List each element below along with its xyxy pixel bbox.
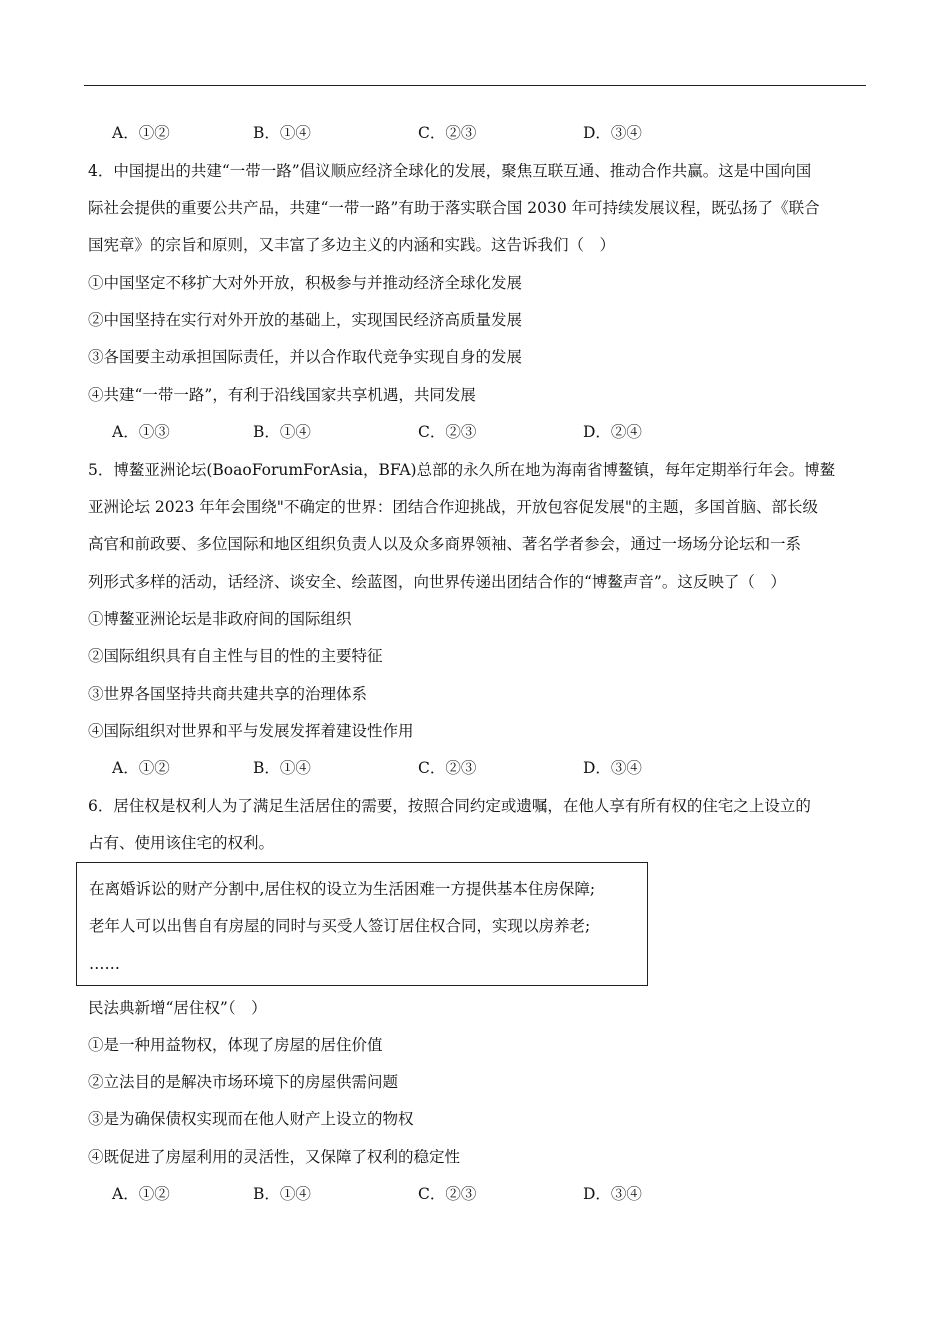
q6-box-line-1: 在离婚诉讼的财产分割中,居住权的设立为生活困难一方提供基本住房保障; bbox=[89, 880, 596, 898]
q6-option-a[interactable]: A．①② bbox=[112, 1185, 170, 1203]
q3-options bbox=[112, 123, 812, 143]
q3-option-d[interactable]: D．③④ bbox=[583, 124, 642, 142]
q6-statement-2: ②立法目的是解决市场环境下的房屋供需问题 bbox=[88, 1073, 399, 1091]
q6-stem-line-1: 6．居住权是权利人为了满足生活居住的需要，按照合同约定或遗嘱，在他人享有所有权的住宅之上设立的 bbox=[88, 797, 811, 815]
q4-options bbox=[112, 422, 812, 442]
q6-option-c[interactable]: C．②③ bbox=[418, 1185, 477, 1203]
q6-stem-line-2: 占有、使用该住宅的权利。 bbox=[88, 834, 275, 852]
q5-statement-1: ①博鳌亚洲论坛是非政府间的国际组织 bbox=[88, 610, 352, 628]
q5-stem-line-3: 高官和前政要、多位国际和地区组织负责人以及众多商界领袖、著名学者参会，通过一场场分论坛和一系 bbox=[88, 535, 802, 553]
q6-options bbox=[112, 1184, 812, 1204]
q3-option-c[interactable]: C．②③ bbox=[418, 124, 477, 142]
q5-statement-4: ④国际组织对世界和平与发展发挥着建设性作用 bbox=[88, 722, 414, 740]
q4-option-b[interactable]: B．①④ bbox=[253, 423, 311, 441]
q6-box-line-3: …… bbox=[89, 955, 120, 973]
q3-option-b[interactable]: B．①④ bbox=[253, 124, 311, 142]
q4-statement-2: ②中国坚持在实行对外开放的基础上，实现国民经济高质量发展 bbox=[88, 311, 523, 329]
q4-option-d[interactable]: D．②④ bbox=[583, 423, 642, 441]
q4-stem-line-1: 4．中国提出的共建“一带一路”倡议顺应经济全球化的发展，聚焦互联互通、推动合作共赢。这是中国向国 bbox=[88, 162, 812, 180]
q5-stem-line-4: 列形式多样的活动，话经济、谈安全、绘蓝图，向世界传递出团结合作的“博鳌声音”。这反映了（ ） bbox=[88, 573, 786, 591]
q4-statement-4: ④共建“一带一路”，有利于沿线国家共享机遇，共同发展 bbox=[88, 386, 476, 404]
header-rule bbox=[84, 85, 866, 86]
q6-box-line-2: 老年人可以出售自有房屋的同时与买受人签订居住权合同，实现以房养老; bbox=[89, 917, 591, 935]
q5-statement-3: ③世界各国坚持共商共建共享的治理体系 bbox=[88, 685, 368, 703]
q4-statement-3: ③各国要主动承担国际责任，并以合作取代竞争实现自身的发展 bbox=[88, 348, 523, 366]
q4-option-c[interactable]: C．②③ bbox=[418, 423, 477, 441]
q6-statement-1: ①是一种用益物权，体现了房屋的居住价值 bbox=[88, 1036, 383, 1054]
q5-options bbox=[112, 758, 812, 778]
q6-option-b[interactable]: B．①④ bbox=[253, 1185, 311, 1203]
q4-stem-line-2: 际社会提供的重要公共产品，共建“一带一路”有助于落实联合国 2030 年可持续发展议程，既弘扬了《联合 bbox=[88, 199, 820, 217]
q5-statement-2: ②国际组织具有自主性与目的性的主要特征 bbox=[88, 647, 383, 665]
q4-option-a[interactable]: A．①③ bbox=[112, 423, 170, 441]
q5-stem-line-1: 5．博鳌亚洲论坛(BoaoForumForAsia，BFA)总部的永久所在地为海南省博鳌镇，每年定期举行年会。博鳌 bbox=[88, 461, 836, 479]
q6-option-d[interactable]: D．③④ bbox=[583, 1185, 642, 1203]
q4-statement-1: ①中国坚定不移扩大对外开放，积极参与并推动经济全球化发展 bbox=[88, 274, 523, 292]
q6-statement-4: ④既促进了房屋利用的灵活性，又保障了权利的稳定性 bbox=[88, 1148, 461, 1166]
q5-option-d[interactable]: D．③④ bbox=[583, 759, 642, 777]
q5-option-a[interactable]: A．①② bbox=[112, 759, 170, 777]
q5-option-b[interactable]: B．①④ bbox=[253, 759, 311, 777]
q3-option-a[interactable]: A．①② bbox=[112, 124, 170, 142]
q6-statement-3: ③是为确保债权实现而在他人财产上设立的物权 bbox=[88, 1110, 414, 1128]
q6-material-box bbox=[76, 862, 648, 986]
q5-stem-line-2: 亚洲论坛 2023 年年会围绕"不确定的世界：团结合作迎挑战，开放包容促发展"的主题，多国首脑、部长级 bbox=[88, 498, 819, 516]
q6-prompt: 民法典新增“居住权”（ ） bbox=[88, 999, 267, 1017]
q4-stem-line-3: 国宪章》的宗旨和原则，又丰富了多边主义的内涵和实践。这告诉我们（ ） bbox=[88, 236, 616, 254]
q5-option-c[interactable]: C．②③ bbox=[418, 759, 477, 777]
